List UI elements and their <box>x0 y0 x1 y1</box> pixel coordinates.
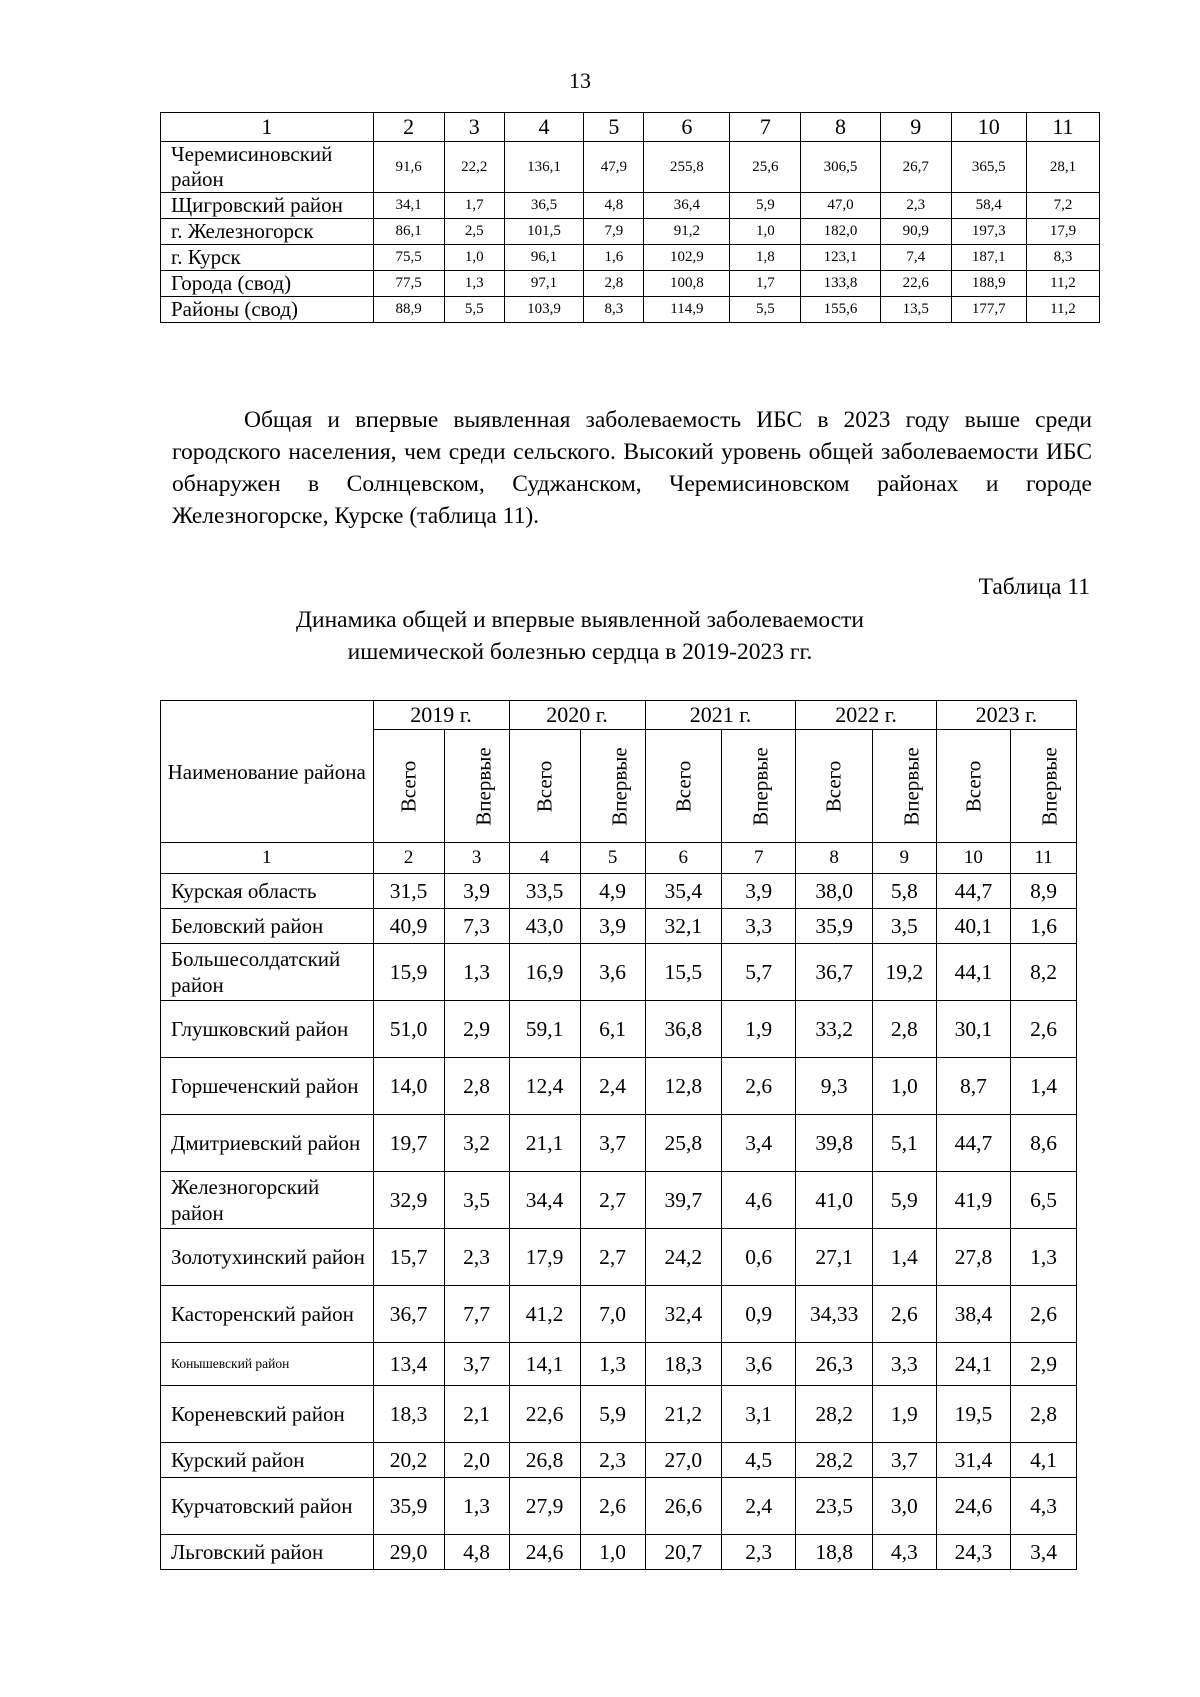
table-cell: 8,9 <box>1011 874 1077 909</box>
column-number: 8 <box>796 843 873 874</box>
total-subheader <box>509 730 580 843</box>
name-column-header: Наименование района <box>161 701 374 843</box>
table-cell: 36,8 <box>645 1001 722 1058</box>
table-cell: 100,8 <box>644 271 730 297</box>
table-cell: 36,4 <box>644 193 730 219</box>
table-cell: 2,8 <box>872 1001 936 1058</box>
district-name: Горшеченский район <box>161 1058 374 1115</box>
column-number: 6 <box>644 113 730 142</box>
subheader-label: Впервые <box>607 746 632 826</box>
year-header: 2021 г. <box>645 701 796 730</box>
table-cell: 25,6 <box>730 142 801 193</box>
table-cell: 75,5 <box>373 245 444 271</box>
table-cell: 103,9 <box>504 297 584 323</box>
table-cell: 21,1 <box>509 1115 580 1172</box>
table-cell: 27,8 <box>936 1229 1010 1286</box>
table-cell: 88,9 <box>373 297 444 323</box>
year-header: 2019 г. <box>373 701 509 730</box>
table-cell: 38,0 <box>796 874 873 909</box>
table-cell: 4,3 <box>872 1535 936 1570</box>
table-cell: 3,4 <box>722 1115 796 1172</box>
table-cell: 2,6 <box>1011 1001 1077 1058</box>
table-cell: 91,2 <box>644 219 730 245</box>
table-cell: 3,3 <box>872 1343 936 1386</box>
table-cell: 2,6 <box>722 1058 796 1115</box>
first-subheader <box>1011 730 1077 843</box>
district-name: Касторенский район <box>161 1286 374 1343</box>
table-cell: 102,9 <box>644 245 730 271</box>
table-cell: 51,0 <box>373 1001 444 1058</box>
table-row <box>161 245 1100 271</box>
table-cell: 7,0 <box>580 1286 645 1343</box>
table-cell: 8,6 <box>1011 1115 1077 1172</box>
year-header-row <box>161 701 1077 730</box>
table-cell: 3,9 <box>444 874 509 909</box>
table-cell: 1,8 <box>730 245 801 271</box>
table-cell: 26,3 <box>796 1343 873 1386</box>
table-cell: 1,0 <box>730 219 801 245</box>
table-cell: 22,2 <box>444 142 504 193</box>
year-header: 2023 г. <box>936 701 1076 730</box>
district-name: г. Курск <box>161 245 374 271</box>
first-subheader <box>580 730 645 843</box>
table-cell: 114,9 <box>644 297 730 323</box>
table-cell: 8,7 <box>936 1058 1010 1115</box>
table-cell: 1,0 <box>872 1058 936 1115</box>
table-cell: 14,0 <box>373 1058 444 1115</box>
table-cell: 4,6 <box>722 1172 796 1229</box>
table-row <box>161 909 1077 944</box>
table-cell: 96,1 <box>504 245 584 271</box>
table-cell: 41,2 <box>509 1286 580 1343</box>
year-header: 2020 г. <box>509 701 645 730</box>
table-cell: 30,1 <box>936 1001 1010 1058</box>
table-cell: 21,2 <box>645 1386 722 1443</box>
table-cell: 7,3 <box>444 909 509 944</box>
district-name: Глушковский район <box>161 1001 374 1058</box>
table-cell: 7,7 <box>444 1286 509 1343</box>
table-cell: 4,8 <box>584 193 644 219</box>
table-cell: 86,1 <box>373 219 444 245</box>
table-cell: 3,5 <box>872 909 936 944</box>
district-name: Районы (свод) <box>161 297 374 323</box>
table-cell: 2,3 <box>880 193 951 219</box>
table-cell: 8,3 <box>584 297 644 323</box>
table-cell: 5,5 <box>730 297 801 323</box>
table-cell: 36,7 <box>373 1286 444 1343</box>
table-cell: 4,1 <box>1011 1443 1077 1478</box>
table-cell: 47,0 <box>801 193 881 219</box>
table-cell: 25,8 <box>645 1115 722 1172</box>
table-row <box>161 1286 1077 1343</box>
table-cell: 16,9 <box>509 944 580 1001</box>
table-cell: 15,5 <box>645 944 722 1001</box>
total-subheader <box>936 730 1010 843</box>
table-cell: 4,9 <box>580 874 645 909</box>
table-cell: 34,1 <box>373 193 444 219</box>
first-subheader <box>444 730 509 843</box>
table-cell: 3,6 <box>722 1343 796 1386</box>
table-cell: 34,33 <box>796 1286 873 1343</box>
column-number: 1 <box>161 843 374 874</box>
table-cell: 97,1 <box>504 271 584 297</box>
subheader-label: Впервые <box>1037 746 1062 826</box>
table-cell: 9,3 <box>796 1058 873 1115</box>
table-cell: 1,6 <box>1011 909 1077 944</box>
district-name: Дмитриевский район <box>161 1115 374 1172</box>
district-name: Города (свод) <box>161 271 374 297</box>
table-cell: 155,6 <box>801 297 881 323</box>
table-cell: 24,3 <box>936 1535 1010 1570</box>
table-cell: 4,3 <box>1011 1478 1077 1535</box>
column-number: 2 <box>373 113 444 142</box>
table-cell: 90,9 <box>880 219 951 245</box>
table-cell: 28,2 <box>796 1386 873 1443</box>
table-cell: 24,2 <box>645 1229 722 1286</box>
table-cell: 77,5 <box>373 271 444 297</box>
district-name: Черемисиновский район <box>161 142 374 193</box>
table-cell: 2,9 <box>1011 1343 1077 1386</box>
table-cell: 1,4 <box>872 1229 936 1286</box>
table-cell: 44,7 <box>936 1115 1010 1172</box>
table-cell: 18,8 <box>796 1535 873 1570</box>
table-cell: 101,5 <box>504 219 584 245</box>
column-number: 1 <box>161 113 374 142</box>
district-name: Курский район <box>161 1443 374 1478</box>
district-name: Конышевский район <box>161 1343 374 1386</box>
district-name: Льговский район <box>161 1535 374 1570</box>
table-cell: 20,2 <box>373 1443 444 1478</box>
table-row <box>161 297 1100 323</box>
table-cell: 32,9 <box>373 1172 444 1229</box>
table-cell: 27,0 <box>645 1443 722 1478</box>
column-number: 9 <box>872 843 936 874</box>
table-cell: 1,3 <box>444 944 509 1001</box>
table-cell: 1,3 <box>444 271 504 297</box>
table-cell: 28,2 <box>796 1443 873 1478</box>
table-cell: 34,4 <box>509 1172 580 1229</box>
table-cell: 5,8 <box>872 874 936 909</box>
table-cell: 2,7 <box>580 1172 645 1229</box>
table-cell: 32,4 <box>645 1286 722 1343</box>
table-row <box>161 193 1100 219</box>
table-cell: 7,9 <box>584 219 644 245</box>
table-cell: 20,7 <box>645 1535 722 1570</box>
table-label: Таблица 11 <box>978 574 1090 600</box>
district-name: Большесолдатский район <box>161 944 374 1001</box>
table-cell: 24,6 <box>936 1478 1010 1535</box>
table-cell: 26,7 <box>880 142 951 193</box>
column-number: 5 <box>584 113 644 142</box>
subheader-label: Всего <box>960 760 985 812</box>
page-number: 13 <box>569 68 591 93</box>
table-cell: 35,4 <box>645 874 722 909</box>
table-cell: 47,9 <box>584 142 644 193</box>
table-cell: 4,8 <box>444 1535 509 1570</box>
subheader-label: Всего <box>396 760 421 812</box>
table-cell: 123,1 <box>801 245 881 271</box>
table-cell: 2,4 <box>580 1058 645 1115</box>
table-cell: 3,5 <box>444 1172 509 1229</box>
column-number: 10 <box>951 113 1026 142</box>
table-cell: 31,5 <box>373 874 444 909</box>
table-cell: 306,5 <box>801 142 881 193</box>
column-number: 8 <box>801 113 881 142</box>
year-header: 2022 г. <box>796 701 936 730</box>
column-number: 6 <box>645 843 722 874</box>
table-cell: 12,4 <box>509 1058 580 1115</box>
table-cell: 365,5 <box>951 142 1026 193</box>
table-cell: 2,8 <box>1011 1386 1077 1443</box>
total-subheader <box>373 730 444 843</box>
table-cell: 1,4 <box>1011 1058 1077 1115</box>
table-cell: 33,5 <box>509 874 580 909</box>
table-cell: 2,8 <box>444 1058 509 1115</box>
table-cell: 5,9 <box>730 193 801 219</box>
table-cell: 36,7 <box>796 944 873 1001</box>
district-name: Золотухинский район <box>161 1229 374 1286</box>
table-cell: 28,1 <box>1026 142 1099 193</box>
table-cell: 2,3 <box>580 1443 645 1478</box>
table-cell: 27,9 <box>509 1478 580 1535</box>
table-cell: 177,7 <box>951 297 1026 323</box>
table-cell: 19,7 <box>373 1115 444 1172</box>
total-subheader <box>645 730 722 843</box>
table-cell: 5,5 <box>444 297 504 323</box>
table-row <box>161 1478 1077 1535</box>
table-cell: 3,0 <box>872 1478 936 1535</box>
table-cell: 35,9 <box>796 909 873 944</box>
caption-line-2: ишемической болезнью сердца в 2019-2023 гг. <box>347 639 813 665</box>
table-row <box>161 142 1100 193</box>
table-cell: 29,0 <box>373 1535 444 1570</box>
table-cell: 188,9 <box>951 271 1026 297</box>
table-cell: 5,9 <box>872 1172 936 1229</box>
table-cell: 3,4 <box>1011 1535 1077 1570</box>
table-cell: 39,8 <box>796 1115 873 1172</box>
table-cell: 3,7 <box>580 1115 645 1172</box>
table-row <box>161 1229 1077 1286</box>
table-cell: 17,9 <box>1026 219 1099 245</box>
table-cell: 3,7 <box>872 1443 936 1478</box>
table-cell: 40,9 <box>373 909 444 944</box>
top-table <box>160 112 1100 323</box>
table-cell: 26,6 <box>645 1478 722 1535</box>
column-number: 3 <box>444 113 504 142</box>
column-number: 11 <box>1026 113 1099 142</box>
table-cell: 197,3 <box>951 219 1026 245</box>
total-subheader <box>796 730 873 843</box>
table-cell: 4,5 <box>722 1443 796 1478</box>
first-subheader <box>872 730 936 843</box>
table-cell: 1,3 <box>444 1478 509 1535</box>
table-cell: 15,9 <box>373 944 444 1001</box>
table-cell: 14,1 <box>509 1343 580 1386</box>
table-cell: 5,7 <box>722 944 796 1001</box>
table-row <box>161 271 1100 297</box>
table-cell: 3,9 <box>580 909 645 944</box>
table-cell: 2,8 <box>584 271 644 297</box>
table-cell: 2,3 <box>444 1229 509 1286</box>
table-cell: 1,7 <box>444 193 504 219</box>
table-row <box>161 1058 1077 1115</box>
table-cell: 0,9 <box>722 1286 796 1343</box>
table-cell: 182,0 <box>801 219 881 245</box>
table-row <box>161 944 1077 1001</box>
table-cell: 7,4 <box>880 245 951 271</box>
table-cell: 2,5 <box>444 219 504 245</box>
table-cell: 23,5 <box>796 1478 873 1535</box>
table-cell: 91,6 <box>373 142 444 193</box>
table-cell: 22,6 <box>509 1386 580 1443</box>
table-cell: 1,9 <box>722 1001 796 1058</box>
table-row <box>161 1443 1077 1478</box>
table-cell: 24,6 <box>509 1535 580 1570</box>
table-cell: 1,3 <box>580 1343 645 1386</box>
table-cell: 255,8 <box>644 142 730 193</box>
table-cell: 2,3 <box>722 1535 796 1570</box>
table-cell: 2,7 <box>580 1229 645 1286</box>
table-cell: 5,9 <box>580 1386 645 1443</box>
table-cell: 35,9 <box>373 1478 444 1535</box>
table-cell: 2,1 <box>444 1386 509 1443</box>
table-cell: 1,0 <box>444 245 504 271</box>
table-cell: 3,1 <box>722 1386 796 1443</box>
table-cell: 44,7 <box>936 874 1010 909</box>
subheader-label: Всего <box>670 760 695 812</box>
table-cell: 5,1 <box>872 1115 936 1172</box>
table-cell: 6,1 <box>580 1001 645 1058</box>
table-cell: 32,1 <box>645 909 722 944</box>
table-cell: 36,5 <box>504 193 584 219</box>
column-number: 3 <box>444 843 509 874</box>
table-cell: 1,3 <box>1011 1229 1077 1286</box>
table-cell: 8,3 <box>1026 245 1099 271</box>
table-cell: 31,4 <box>936 1443 1010 1478</box>
table-row <box>161 1115 1077 1172</box>
table-cell: 187,1 <box>951 245 1026 271</box>
table-cell: 43,0 <box>509 909 580 944</box>
column-number: 4 <box>504 113 584 142</box>
table-row <box>161 1343 1077 1386</box>
table-cell: 2,6 <box>1011 1286 1077 1343</box>
district-name: Кореневский район <box>161 1386 374 1443</box>
table-cell: 7,2 <box>1026 193 1099 219</box>
subheader-label: Впервые <box>899 746 924 826</box>
caption-line-1: Динамика общей и впервые выявленной заболеваемости <box>296 607 864 633</box>
table-cell: 133,8 <box>801 271 881 297</box>
table-cell: 24,1 <box>936 1343 1010 1386</box>
table-cell: 19,2 <box>872 944 936 1001</box>
table-cell: 6,5 <box>1011 1172 1077 1229</box>
table-row <box>161 1386 1077 1443</box>
table-cell: 2,4 <box>722 1478 796 1535</box>
table-cell: 58,4 <box>951 193 1026 219</box>
table-cell: 12,8 <box>645 1058 722 1115</box>
table-row <box>161 874 1077 909</box>
table-cell: 27,1 <box>796 1229 873 1286</box>
table-header-row <box>161 113 1100 142</box>
table-cell: 18,3 <box>373 1386 444 1443</box>
table-cell: 13,4 <box>373 1343 444 1386</box>
table-cell: 3,3 <box>722 909 796 944</box>
table-cell: 33,2 <box>796 1001 873 1058</box>
column-number: 5 <box>580 843 645 874</box>
table-cell: 13,5 <box>880 297 951 323</box>
table-cell: 136,1 <box>504 142 584 193</box>
table-cell: 26,8 <box>509 1443 580 1478</box>
table-cell: 44,1 <box>936 944 1010 1001</box>
body-paragraph: Общая и впервые выявленная заболеваемость ИБС в 2023 году выше среди городского населения, чем среди сельского. Высокий уровень общей заболеваемости ИБС обнаружен в Солнцевском, Суджанском, Черемисиновском районах и городе Железногорске, Курске (таблица 11). <box>172 407 1092 529</box>
table-cell: 3,7 <box>444 1343 509 1386</box>
table-cell: 41,9 <box>936 1172 1010 1229</box>
column-number: 9 <box>880 113 951 142</box>
table-cell: 1,7 <box>730 271 801 297</box>
district-name: Железногорский район <box>161 1172 374 1229</box>
district-name: Щигровский район <box>161 193 374 219</box>
subheader-label: Всего <box>821 760 846 812</box>
table-cell: 15,7 <box>373 1229 444 1286</box>
column-number: 7 <box>722 843 796 874</box>
table-cell: 3,2 <box>444 1115 509 1172</box>
table-cell: 1,0 <box>580 1535 645 1570</box>
subheader-label: Впервые <box>471 746 496 826</box>
main-table <box>160 700 1077 1570</box>
table-cell: 18,3 <box>645 1343 722 1386</box>
table-cell: 2,6 <box>872 1286 936 1343</box>
table-cell: 3,6 <box>580 944 645 1001</box>
table-cell: 38,4 <box>936 1286 1010 1343</box>
district-name: Курская область <box>161 874 374 909</box>
table-row <box>161 1001 1077 1058</box>
table-cell: 8,2 <box>1011 944 1077 1001</box>
subheader-label: Всего <box>532 760 557 812</box>
table-row <box>161 1535 1077 1570</box>
table-cell: 59,1 <box>509 1001 580 1058</box>
table-cell: 2,6 <box>580 1478 645 1535</box>
table-cell: 1,6 <box>584 245 644 271</box>
table-cell: 0,6 <box>722 1229 796 1286</box>
table-cell: 2,9 <box>444 1001 509 1058</box>
subheader-label: Впервые <box>748 746 773 826</box>
table-row <box>161 219 1100 245</box>
first-subheader <box>722 730 796 843</box>
table-cell: 40,1 <box>936 909 1010 944</box>
column-number: 4 <box>509 843 580 874</box>
table-cell: 19,5 <box>936 1386 1010 1443</box>
table-caption <box>0 604 1160 668</box>
table-cell: 1,9 <box>872 1386 936 1443</box>
district-name: г. Железногорск <box>161 219 374 245</box>
column-number: 10 <box>936 843 1010 874</box>
district-name: Беловский район <box>161 909 374 944</box>
table-cell: 11,2 <box>1026 271 1099 297</box>
district-name: Курчатовский район <box>161 1478 374 1535</box>
table-cell: 3,9 <box>722 874 796 909</box>
table-cell: 11,2 <box>1026 297 1099 323</box>
table-cell: 17,9 <box>509 1229 580 1286</box>
column-number-row <box>161 843 1077 874</box>
table-row <box>161 1172 1077 1229</box>
column-number: 7 <box>730 113 801 142</box>
table-cell: 22,6 <box>880 271 951 297</box>
column-number: 2 <box>373 843 444 874</box>
table-cell: 39,7 <box>645 1172 722 1229</box>
table-cell: 41,0 <box>796 1172 873 1229</box>
table-cell: 2,0 <box>444 1443 509 1478</box>
column-number: 11 <box>1011 843 1077 874</box>
